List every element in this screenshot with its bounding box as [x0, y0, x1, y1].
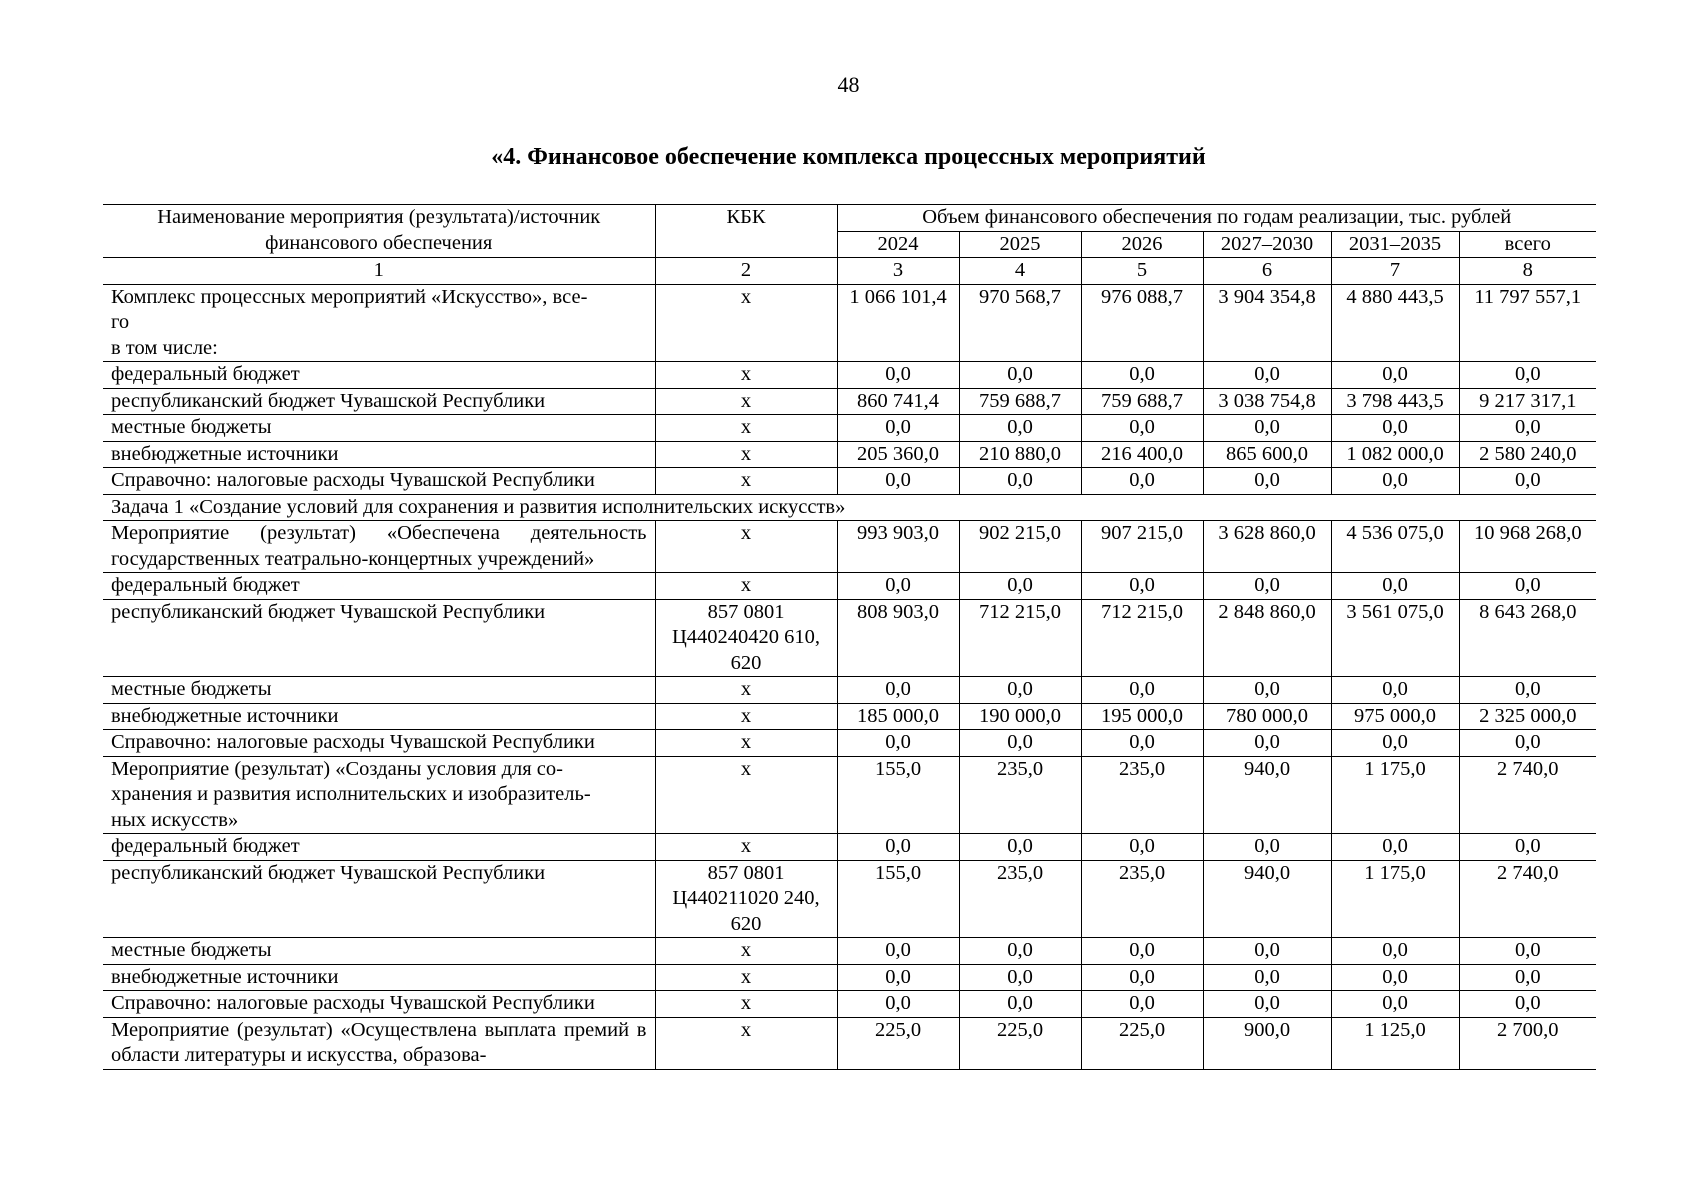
- table-row: [103, 756, 1596, 834]
- row-value: 9 217 317,1: [1459, 388, 1596, 415]
- row-value: 210 880,0: [959, 441, 1081, 468]
- row-name: Справочно: налоговые расходы Чувашской Республики: [103, 468, 655, 495]
- row-name: Мероприятие (результат) «Обеспечена деятельность государственных театрально-концертных учреждений»: [103, 521, 655, 573]
- row-value: 1 125,0: [1331, 1017, 1459, 1069]
- row-value: 712 215,0: [1081, 599, 1203, 677]
- row-value: 235,0: [959, 756, 1081, 834]
- row-value: 4 880 443,5: [1331, 284, 1459, 362]
- row-value: 0,0: [959, 362, 1081, 389]
- row-value: 0,0: [959, 834, 1081, 861]
- row-value: 780 000,0: [1203, 703, 1331, 730]
- row-value: 0,0: [1331, 991, 1459, 1018]
- header-volume: Объем финансового обеспечения по годам реализации, тыс. рублей: [837, 205, 1596, 232]
- column-number: 4: [959, 258, 1081, 285]
- row-value: 940,0: [1203, 756, 1331, 834]
- row-value: 2 740,0: [1459, 756, 1596, 834]
- row-value: 940,0: [1203, 860, 1331, 938]
- row-name: федеральный бюджет: [103, 573, 655, 600]
- row-kbk: x: [655, 415, 837, 442]
- row-value: 0,0: [1203, 415, 1331, 442]
- row-value: 3 628 860,0: [1203, 521, 1331, 573]
- row-value: 0,0: [1459, 677, 1596, 704]
- row-value: 0,0: [1331, 938, 1459, 965]
- table-row: [103, 938, 1596, 965]
- row-value: 0,0: [959, 938, 1081, 965]
- row-value: 0,0: [1331, 573, 1459, 600]
- row-value: 0,0: [1459, 938, 1596, 965]
- row-kbk: x: [655, 521, 837, 573]
- row-value: 225,0: [1081, 1017, 1203, 1069]
- row-value: 205 360,0: [837, 441, 959, 468]
- row-name: местные бюджеты: [103, 415, 655, 442]
- row-value: 0,0: [1081, 730, 1203, 757]
- row-kbk: x: [655, 388, 837, 415]
- row-value: 907 215,0: [1081, 521, 1203, 573]
- row-name: местные бюджеты: [103, 677, 655, 704]
- column-number: 2: [655, 258, 837, 285]
- row-kbk: x: [655, 284, 837, 362]
- row-value: 1 066 101,4: [837, 284, 959, 362]
- row-name: республиканский бюджет Чувашской Республики: [103, 860, 655, 938]
- row-value: 759 688,7: [1081, 388, 1203, 415]
- row-value: 0,0: [1459, 964, 1596, 991]
- row-value: 900,0: [1203, 1017, 1331, 1069]
- row-value: 0,0: [1459, 991, 1596, 1018]
- row-value: 0,0: [959, 730, 1081, 757]
- row-value: 155,0: [837, 860, 959, 938]
- row-value: 0,0: [1459, 415, 1596, 442]
- row-value: 0,0: [837, 964, 959, 991]
- row-value: 976 088,7: [1081, 284, 1203, 362]
- column-number: 8: [1459, 258, 1596, 285]
- row-name: республиканский бюджет Чувашской Республики: [103, 388, 655, 415]
- row-value: 0,0: [959, 468, 1081, 495]
- row-value: 0,0: [1081, 468, 1203, 495]
- row-value: 0,0: [1203, 573, 1331, 600]
- row-value: 0,0: [1081, 938, 1203, 965]
- row-kbk: 857 0801 Ц440240420 610, 620: [655, 599, 837, 677]
- row-kbk: x: [655, 1017, 837, 1069]
- row-value: 0,0: [1331, 677, 1459, 704]
- row-value: 0,0: [959, 573, 1081, 600]
- row-value: 2 848 860,0: [1203, 599, 1331, 677]
- row-value: 0,0: [1203, 964, 1331, 991]
- row-value: 0,0: [1081, 415, 1203, 442]
- row-value: 3 798 443,5: [1331, 388, 1459, 415]
- row-value: 0,0: [1459, 573, 1596, 600]
- row-value: 2 580 240,0: [1459, 441, 1596, 468]
- row-value: 0,0: [959, 991, 1081, 1018]
- row-value: 235,0: [1081, 756, 1203, 834]
- row-value: 712 215,0: [959, 599, 1081, 677]
- row-value: 0,0: [959, 677, 1081, 704]
- row-kbk: x: [655, 991, 837, 1018]
- row-value: 808 903,0: [837, 599, 959, 677]
- row-kbk: x: [655, 756, 837, 834]
- row-name: внебюджетные источники: [103, 703, 655, 730]
- row-kbk: x: [655, 938, 837, 965]
- row-value: 0,0: [837, 677, 959, 704]
- row-value: 3 038 754,8: [1203, 388, 1331, 415]
- row-value: 2 740,0: [1459, 860, 1596, 938]
- table-row: [103, 1017, 1596, 1069]
- row-value: 0,0: [1081, 991, 1203, 1018]
- row-value: 1 175,0: [1331, 860, 1459, 938]
- row-value: 860 741,4: [837, 388, 959, 415]
- table-row: [103, 599, 1596, 677]
- row-kbk: x: [655, 677, 837, 704]
- table-header-row: [103, 205, 1596, 232]
- row-value: 0,0: [1331, 730, 1459, 757]
- header-year: 2031–2035: [1331, 231, 1459, 258]
- table-row: [103, 468, 1596, 495]
- table-row: [103, 521, 1596, 573]
- row-value: 0,0: [1331, 468, 1459, 495]
- table-row: [103, 860, 1596, 938]
- row-name: федеральный бюджет: [103, 362, 655, 389]
- table-column-numbers-row: [103, 258, 1596, 285]
- table-row: [103, 964, 1596, 991]
- row-name: местные бюджеты: [103, 938, 655, 965]
- row-name: республиканский бюджет Чувашской Республики: [103, 599, 655, 677]
- row-value: 0,0: [1081, 964, 1203, 991]
- row-value: 225,0: [959, 1017, 1081, 1069]
- table-row: [103, 284, 1596, 362]
- row-value: 0,0: [837, 730, 959, 757]
- header-year: 2026: [1081, 231, 1203, 258]
- row-value: 235,0: [1081, 860, 1203, 938]
- row-kbk: x: [655, 964, 837, 991]
- row-value: 0,0: [1459, 362, 1596, 389]
- row-value: 195 000,0: [1081, 703, 1203, 730]
- row-value: 0,0: [1081, 677, 1203, 704]
- table-row: [103, 573, 1596, 600]
- row-name: Справочно: налоговые расходы Чувашской Республики: [103, 991, 655, 1018]
- financing-table: [103, 204, 1596, 1070]
- column-number: 7: [1331, 258, 1459, 285]
- row-value: 0,0: [1203, 677, 1331, 704]
- table-row: [103, 730, 1596, 757]
- column-number: 6: [1203, 258, 1331, 285]
- row-kbk: x: [655, 703, 837, 730]
- column-number: 1: [103, 258, 655, 285]
- row-name: внебюджетные источники: [103, 441, 655, 468]
- row-name: Комплекс процессных мероприятий «Искусство», все- го в том числе:: [103, 284, 655, 362]
- row-value: 0,0: [1203, 362, 1331, 389]
- row-value: 0,0: [1203, 834, 1331, 861]
- row-value: 3 561 075,0: [1331, 599, 1459, 677]
- column-number: 3: [837, 258, 959, 285]
- row-value: 0,0: [1081, 573, 1203, 600]
- table-row: [103, 677, 1596, 704]
- row-kbk: x: [655, 834, 837, 861]
- row-value: 0,0: [1081, 362, 1203, 389]
- row-value: 2 325 000,0: [1459, 703, 1596, 730]
- row-name: федеральный бюджет: [103, 834, 655, 861]
- row-value: 2 700,0: [1459, 1017, 1596, 1069]
- table-row: [103, 415, 1596, 442]
- table-row: [103, 362, 1596, 389]
- page-number: 48: [837, 72, 860, 97]
- row-value: 0,0: [1203, 730, 1331, 757]
- row-value: 4 536 075,0: [1331, 521, 1459, 573]
- row-value: 0,0: [959, 415, 1081, 442]
- table-row: [103, 703, 1596, 730]
- row-value: 0,0: [1331, 415, 1459, 442]
- row-value: 1 082 000,0: [1331, 441, 1459, 468]
- row-value: 0,0: [1459, 834, 1596, 861]
- row-kbk: x: [655, 730, 837, 757]
- row-value: 970 568,7: [959, 284, 1081, 362]
- row-value: 0,0: [1081, 834, 1203, 861]
- table-row: [103, 441, 1596, 468]
- row-value: 235,0: [959, 860, 1081, 938]
- header-year: 2027–2030: [1203, 231, 1331, 258]
- row-value: 865 600,0: [1203, 441, 1331, 468]
- row-value: 0,0: [959, 964, 1081, 991]
- row-value: 185 000,0: [837, 703, 959, 730]
- row-name: внебюджетные источники: [103, 964, 655, 991]
- row-value: 0,0: [1331, 362, 1459, 389]
- row-value: 0,0: [837, 573, 959, 600]
- row-kbk: x: [655, 573, 837, 600]
- row-value: 759 688,7: [959, 388, 1081, 415]
- row-value: 0,0: [837, 991, 959, 1018]
- row-value: 975 000,0: [1331, 703, 1459, 730]
- table-row: [103, 388, 1596, 415]
- row-kbk: x: [655, 468, 837, 495]
- header-year: 2024: [837, 231, 959, 258]
- row-value: 216 400,0: [1081, 441, 1203, 468]
- table-row: [103, 991, 1596, 1018]
- task-title: Задача 1 «Создание условий для сохранения и развития исполнительских искусств»: [103, 494, 1596, 521]
- row-name: Мероприятие (результат) «Осуществлена выплата премий в области литературы и искусства, образова-: [103, 1017, 655, 1069]
- row-name: Справочно: налоговые расходы Чувашской Республики: [103, 730, 655, 757]
- row-value: 902 215,0: [959, 521, 1081, 573]
- column-number: 5: [1081, 258, 1203, 285]
- row-kbk: x: [655, 441, 837, 468]
- row-value: 155,0: [837, 756, 959, 834]
- row-name: Мероприятие (результат) «Созданы условия для со- хранения и развития исполнительских и изобразитель- ных искусств»: [103, 756, 655, 834]
- row-value: 0,0: [837, 938, 959, 965]
- row-value: 0,0: [1203, 468, 1331, 495]
- row-value: 0,0: [1459, 468, 1596, 495]
- row-value: 0,0: [837, 362, 959, 389]
- row-value: 0,0: [837, 468, 959, 495]
- row-value: 0,0: [837, 415, 959, 442]
- header-total: всего: [1459, 231, 1596, 258]
- row-value: 0,0: [1331, 834, 1459, 861]
- row-value: 10 968 268,0: [1459, 521, 1596, 573]
- row-value: 11 797 557,1: [1459, 284, 1596, 362]
- row-kbk: x: [655, 362, 837, 389]
- header-kbk-column: КБК: [655, 205, 837, 258]
- row-value: 225,0: [837, 1017, 959, 1069]
- task-row: [103, 494, 1596, 521]
- header-name-column: Наименование мероприятия (результата)/источник финансового обеспечения: [103, 205, 655, 258]
- row-value: 0,0: [1331, 964, 1459, 991]
- row-value: 1 175,0: [1331, 756, 1459, 834]
- row-value: 0,0: [1459, 730, 1596, 757]
- row-value: 8 643 268,0: [1459, 599, 1596, 677]
- row-kbk: 857 0801 Ц440211020 240, 620: [655, 860, 837, 938]
- table-row: [103, 834, 1596, 861]
- header-year: 2025: [959, 231, 1081, 258]
- row-value: 0,0: [1203, 991, 1331, 1018]
- row-value: 190 000,0: [959, 703, 1081, 730]
- row-value: 993 903,0: [837, 521, 959, 573]
- row-value: 0,0: [837, 834, 959, 861]
- row-value: 0,0: [1203, 938, 1331, 965]
- row-value: 3 904 354,8: [1203, 284, 1331, 362]
- document-title: «4. Финансовое обеспечение комплекса процессных мероприятий: [491, 144, 1206, 170]
